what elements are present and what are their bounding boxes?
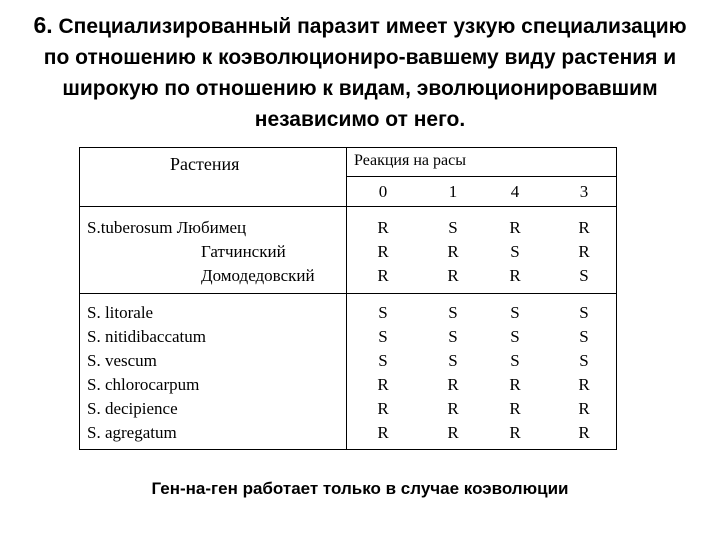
- reaction-cell: R: [447, 399, 459, 418]
- reactions-g2-race0: [363, 301, 403, 445]
- reaction-cell: R: [447, 266, 459, 285]
- species-nitidibaccatum: S. nitidibaccatum: [87, 327, 206, 346]
- species-tuberosum-lyubimets: S.tuberosum Любимец: [87, 218, 247, 237]
- species-tuberosum-gatchinsky: Гатчинский: [201, 242, 286, 261]
- reactions-g1-race4: [495, 216, 535, 288]
- reaction-cell: R: [578, 375, 590, 394]
- reaction-cell: R: [447, 375, 459, 394]
- divider-header-bottom: [80, 206, 616, 207]
- reaction-cell: R: [509, 423, 521, 442]
- species-agregatum: S. agregatum: [87, 423, 177, 442]
- reaction-cell: S: [510, 327, 520, 346]
- race-label-4: 4: [510, 182, 520, 201]
- header-plants: Растения: [170, 154, 240, 174]
- reaction-cell: R: [509, 399, 521, 418]
- race-label-3: 3: [579, 182, 589, 201]
- footer-note: Ген-на-ген работает только в случае коэволюции: [151, 479, 569, 498]
- reaction-cell: R: [509, 218, 521, 237]
- race-label-1: 1: [448, 182, 458, 201]
- reaction-cell: S: [378, 303, 388, 322]
- reactions-g1-race3: [564, 216, 604, 288]
- reaction-cell: R: [447, 423, 459, 442]
- species-chlorocarpum: S. chlorocarpum: [87, 375, 200, 394]
- reaction-cell: R: [578, 423, 590, 442]
- divider-groups: [80, 293, 616, 294]
- reaction-cell: R: [578, 399, 590, 418]
- reaction-cell: R: [509, 375, 521, 394]
- reaction-cell: R: [447, 242, 459, 261]
- species-tuberosum-domodedovsky: Домодедовский: [201, 266, 315, 285]
- reactions-g1-race1: [433, 216, 473, 288]
- reaction-cell: S: [378, 351, 388, 370]
- reaction-cell: S: [448, 218, 458, 237]
- reaction-cell: S: [579, 351, 589, 370]
- resistance-table: [79, 147, 617, 450]
- species-list-wild: [87, 301, 206, 445]
- reaction-cell: S: [579, 327, 589, 346]
- reaction-cell: S: [448, 327, 458, 346]
- species-litorale: S. litorale: [87, 303, 154, 322]
- reaction-cell: R: [509, 266, 521, 285]
- reactions-g2-race1: [433, 301, 473, 445]
- reactions-g2-race4: [495, 301, 535, 445]
- reaction-cell: R: [377, 399, 389, 418]
- title-text: Специализированный паразит имеет узкую специализацию по отношению к коэволюциониро-вавшему виду растения и широкую по отношению к видам, эволюционировавшим независимо от него.: [43, 15, 687, 131]
- reaction-cell: R: [578, 218, 590, 237]
- slide-title: [30, 10, 690, 135]
- reaction-cell: S: [579, 266, 589, 285]
- species-decipience: S. decipience: [87, 399, 178, 418]
- reaction-cell: R: [578, 242, 590, 261]
- reaction-cell: S: [378, 327, 388, 346]
- reaction-cell: S: [448, 351, 458, 370]
- reaction-cell: S: [510, 303, 520, 322]
- reaction-cell: S: [579, 303, 589, 322]
- divider-vertical: [346, 148, 347, 449]
- reactions-g1-race0: [363, 216, 403, 288]
- divider-race-row: [346, 176, 616, 177]
- reaction-cell: R: [377, 218, 389, 237]
- reaction-cell: R: [377, 375, 389, 394]
- reaction-cell: R: [377, 423, 389, 442]
- header-reaction: Реакция на расы: [354, 152, 466, 169]
- reaction-cell: R: [377, 242, 389, 261]
- reactions-g2-race3: [564, 301, 604, 445]
- reaction-cell: R: [377, 266, 389, 285]
- reaction-cell: S: [510, 242, 520, 261]
- title-number: 6.: [33, 12, 53, 38]
- race-label-0: 0: [378, 182, 388, 201]
- reaction-cell: S: [448, 303, 458, 322]
- species-vescum: S. vescum: [87, 351, 157, 370]
- reaction-cell: S: [510, 351, 520, 370]
